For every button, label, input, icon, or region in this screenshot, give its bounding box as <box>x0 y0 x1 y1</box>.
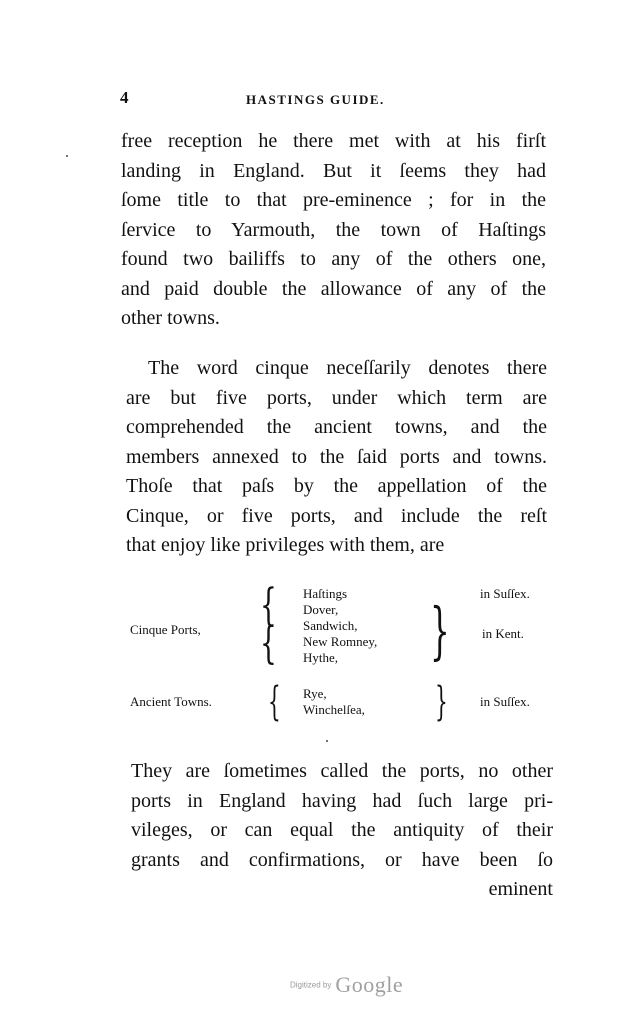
right-brace-icon: } <box>430 594 450 667</box>
port-name: Sandwich, <box>303 618 358 633</box>
port-name: Haſtings <box>303 586 348 601</box>
left-brace-icon: { <box>268 679 281 725</box>
print-mark <box>66 155 68 157</box>
county-label-sussex: in Suſſex. <box>480 694 530 709</box>
digitized-by-text: Digitized by <box>290 980 332 990</box>
paragraph-2 <box>126 354 547 561</box>
port-name: New Romney, <box>303 634 378 649</box>
right-brace-icon: } <box>435 679 448 725</box>
text-line: and paid double the allowance of any of the <box>121 277 546 300</box>
catchword: eminent <box>488 878 553 900</box>
text-line: vileges, or can equal the antiquity of their <box>131 819 553 841</box>
port-name: Dover, <box>303 602 339 617</box>
text-line: ſervice to Yarmouth, the town of Haſtings <box>121 218 546 241</box>
ancient-towns-label: Ancient Towns. <box>130 694 212 709</box>
text-line: are but five ports, under which term are <box>126 386 547 409</box>
text-line: landing in England. But it ſeems they had <box>121 159 546 182</box>
running-title: HASTINGS GUIDE. <box>246 92 385 107</box>
town-name: Rye, <box>303 686 327 701</box>
left-brace-icon: { <box>260 580 277 631</box>
print-mark <box>326 740 328 742</box>
text-line: found two bailiffs to any of the others one, <box>121 248 546 270</box>
text-line: comprehended the ancient towns, and the <box>126 416 547 438</box>
text-line: free reception he there met with at his firſt <box>121 130 546 152</box>
port-name: Hythe, <box>303 650 339 665</box>
digitization-watermark <box>290 972 403 998</box>
text-line: ports in England having had ſuch large pri- <box>131 789 553 812</box>
left-brace-icon: { <box>260 618 277 669</box>
text-line: grants and confirmations, or have been ſo <box>131 848 553 871</box>
text-line: Cinque, or five ports, and include the reſt <box>126 504 547 527</box>
google-logo: Google <box>335 972 404 997</box>
text-line <box>131 757 553 787</box>
text-line: other towns. <box>121 307 220 329</box>
text-line: The word cinque neceſſarily denotes there <box>148 357 547 379</box>
text-line: ſome title to that pre-eminence ; for in the <box>121 189 546 211</box>
county-label-sussex: in Suſſex. <box>480 586 530 601</box>
paragraph-3 <box>131 757 553 905</box>
text-line: that enjoy like privileges with them, are <box>126 534 445 556</box>
county-label-kent: in Kent. <box>482 626 524 641</box>
page-number: 4 <box>120 88 130 107</box>
text-line: members annexed to the ſaid ports and towns. <box>126 445 547 468</box>
text-line: Thoſe that paſs by the appellation of the <box>126 475 547 497</box>
text-segment: They are ſometimes called the ports, no other <box>131 760 553 782</box>
town-name: Winchelſea, <box>303 702 365 717</box>
paragraph-1 <box>121 127 546 334</box>
ports-table <box>130 580 560 725</box>
cinque-ports-label: Cinque Ports, <box>130 622 201 637</box>
